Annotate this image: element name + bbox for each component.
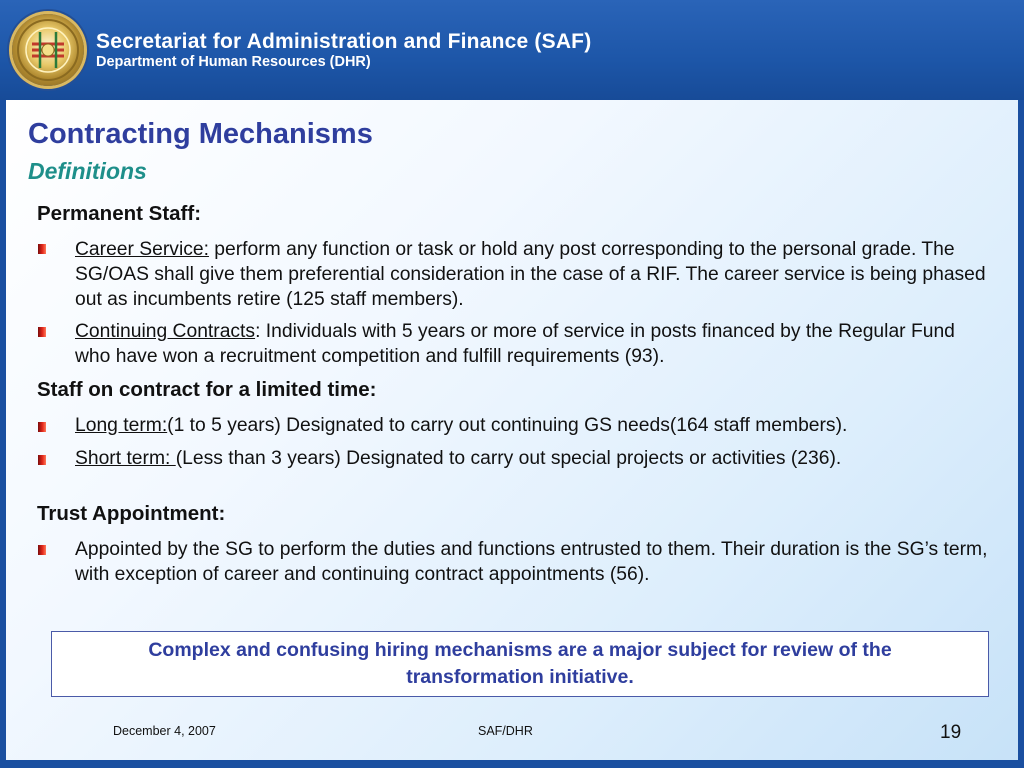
term-career-service: Career Service: [75, 239, 209, 260]
bullet-long-term [75, 413, 990, 438]
callout-text: Complex and confusing hiring mechanisms are a major subject for review of the transformation initiative. [148, 639, 892, 688]
bullet-trust-appointment [75, 537, 990, 587]
bullet-icon [38, 455, 46, 465]
bullet-text: Appointed by the SG to perform the duties and functions entrusted to them. Their duration is the SG’s term, with exception of career and continuing contract appointments (56). [75, 539, 988, 585]
footer-date: December 4, 2007 [113, 724, 216, 738]
header-title: Secretariat for Administration and Finance (SAF) [96, 30, 592, 53]
term-long-term: Long term: [75, 415, 168, 436]
footer-border [0, 760, 1024, 768]
section-heading-permanent-staff: Permanent Staff: [37, 202, 202, 225]
page-number: 19 [940, 722, 962, 743]
bullet-career-service [75, 237, 990, 312]
bullet-icon [38, 422, 46, 432]
bullet-icon [38, 327, 46, 337]
bullet-short-term [75, 446, 990, 471]
bullet-text: : Individuals with 5 years or more of service in posts financed by the Regular Fund who have won a recruitment competition and fulfill requirements (93). [75, 321, 955, 367]
bullet-text: (1 to 5 years) Designated to carry out continuing GS needs(164 staff members). [167, 415, 848, 436]
slide-subtitle: Definitions [28, 158, 147, 184]
footer-center: SAF/DHR [478, 724, 533, 738]
oas-seal-icon [12, 14, 84, 86]
term-continuing-contracts: Continuing Contracts [75, 321, 256, 342]
header-subtitle: Department of Human Resources (DHR) [96, 54, 371, 70]
bullet-icon [38, 244, 46, 254]
bullet-continuing-contracts [75, 319, 990, 369]
slide-title: Contracting Mechanisms [28, 118, 373, 150]
section-heading-limited-time: Staff on contract for a limited time: [37, 378, 377, 401]
bullet-text: (Less than 3 years) Designated to carry out special projects or activities (236). [175, 448, 842, 469]
bullet-icon [38, 545, 46, 555]
section-heading-trust-appointment: Trust Appointment: [37, 502, 226, 525]
header-banner [0, 0, 1024, 100]
callout-box [51, 631, 989, 697]
term-short-term: Short term: [75, 448, 176, 469]
bullet-text: perform any function or task or hold any post corresponding to the personal grade. The SG/OAS shall give them preferential consideration in the case of a RIF. The career service is being phased out as incumbents retire (125 staff members). [75, 239, 986, 310]
